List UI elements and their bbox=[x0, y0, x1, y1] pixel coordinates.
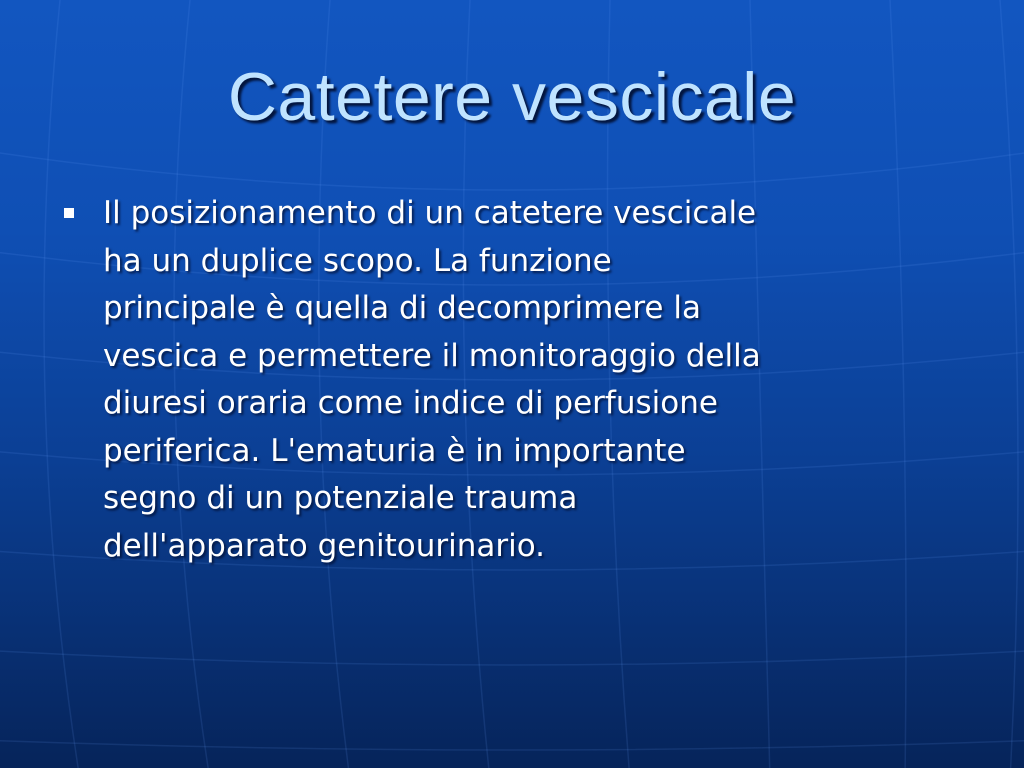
bullet-list bbox=[62, 190, 962, 570]
slide-title: Catetere vescicale bbox=[227, 59, 797, 135]
bullet-text: Il posizionamento di un catetere vescicale ha un duplice scopo. La funzione principale è quella di decomprimere la vescica e permettere il monitoraggio della diuresi oraria come indice di perfusione periferica. L'ematuria è in importante segno di un potenziale trauma dell'apparato genitourinario. bbox=[103, 195, 761, 564]
square-bullet-icon bbox=[64, 208, 74, 218]
bullet-item bbox=[62, 190, 962, 570]
